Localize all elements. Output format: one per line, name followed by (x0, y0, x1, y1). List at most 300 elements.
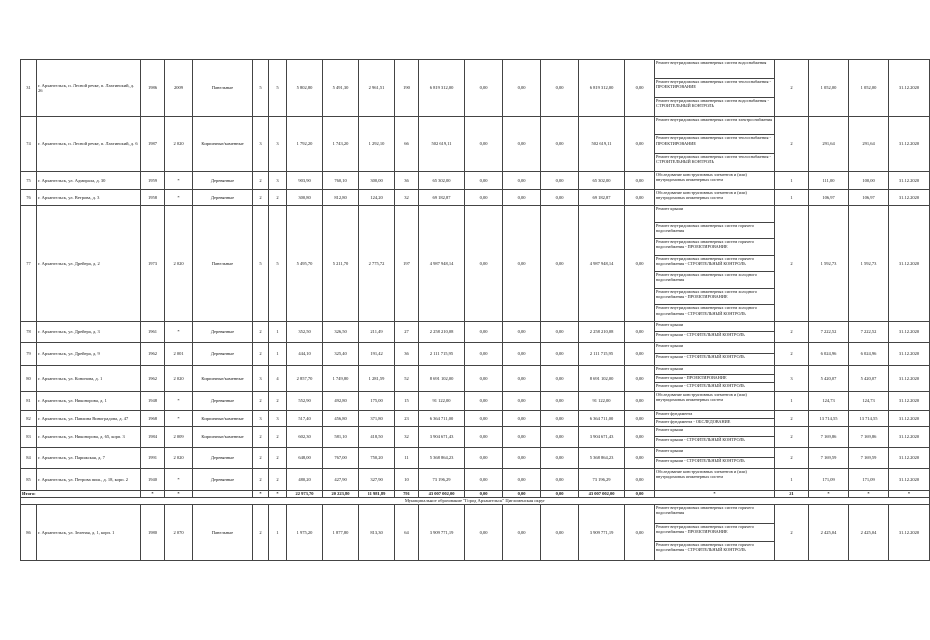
cell-cost: 8 691 102,00 (419, 365, 465, 391)
cell-res: 11 (395, 447, 419, 468)
cell-no: 77 (21, 205, 37, 321)
cell-a2: 1 743,20 (323, 117, 359, 172)
total-fl: * (253, 490, 269, 497)
work-types-cell (655, 468, 775, 490)
cell-p1: 106,97 (809, 189, 849, 205)
table-row (21, 205, 930, 321)
table-row (21, 189, 930, 205)
cell-fl: 2 (253, 447, 269, 468)
cell-res: 15 (395, 391, 419, 410)
cell-a2: 325,40 (323, 342, 359, 365)
cell-a1: 300,80 (287, 189, 323, 205)
work-types-cell (655, 342, 775, 365)
cell-p2: 7 222,52 (849, 321, 889, 342)
cell-f2: 0,00 (503, 504, 541, 560)
cell-year: 1980 (141, 504, 165, 560)
cell-p1: 2 425,04 (809, 504, 849, 560)
cell-f5: 0,00 (625, 189, 655, 205)
cell-a1: 1 975,20 (287, 504, 323, 560)
work-type-item: Ремонт внутридомовых инженерных систем электроснабжения (655, 117, 774, 135)
cell-addr: г. Архангельск, ул. Зеленая, д. 1, корп. 1 (37, 504, 141, 560)
total-res: 791 (395, 490, 419, 497)
cell-f3: 0,00 (541, 391, 579, 410)
cell-p2: 7 169,59 (849, 447, 889, 468)
work-type-item: Ремонт фундамента (655, 411, 774, 419)
municipality-section-row (21, 497, 930, 504)
cell-date: 31.12.2020 (889, 342, 930, 365)
cell-fl: 5 (253, 205, 269, 321)
cell-a3: 191,42 (359, 342, 395, 365)
cell-a2: 492,80 (323, 391, 359, 410)
cell-p2: 100,00 (849, 171, 889, 189)
cell-cost: 69 182,87 (419, 189, 465, 205)
total-f1: 0,00 (465, 490, 503, 497)
cell-f3: 0,00 (541, 117, 579, 172)
work-types-cell (655, 365, 775, 391)
cell-fl: 2 (253, 342, 269, 365)
cell-p1: 124,73 (809, 391, 849, 410)
cell-no: 83 (21, 426, 37, 447)
cell-a2: 1 877,80 (323, 504, 359, 560)
cell-f4: 2 111 715,95 (579, 342, 625, 365)
cell-fl: 2 (253, 426, 269, 447)
cell-u: 1 (775, 189, 809, 205)
cell-f4: 69 182,87 (579, 189, 625, 205)
cell-ent: 2 (269, 391, 287, 410)
cell-cost: 91 122,00 (419, 391, 465, 410)
cell-f2: 0,00 (503, 321, 541, 342)
work-types-cell (655, 391, 775, 410)
cell-f3: 0,00 (541, 342, 579, 365)
municipality-title: Муниципальное образование "Город Архангельск" Цигломенская округ (21, 497, 930, 504)
cell-addr: г. Архангельск, ул. Дрейера, д. 9 (37, 342, 141, 365)
cell-date: 31.12.2020 (889, 321, 930, 342)
table-row (21, 60, 930, 117)
cell-no: 82 (21, 410, 37, 426)
cell-date: 31.12.2020 (889, 171, 930, 189)
cell-p1: 13 714,55 (809, 410, 849, 426)
work-type-item: Ремонт внутридомовых инженерных систем горячего водоснабжения - СТРОИТЕЛЬНЫЙ КОНТРОЛЬ (655, 256, 774, 273)
cell-f1: 0,00 (465, 189, 503, 205)
work-type-item: Ремонт внутридомовых инженерных систем холодного водоснабжения (655, 272, 774, 289)
cell-p2: 13 714,55 (849, 410, 889, 426)
cell-u: 2 (775, 410, 809, 426)
cell-f4: 3 909 771,19 (579, 504, 625, 560)
cell-f2: 0,00 (503, 410, 541, 426)
cell-date: 31.12.2020 (889, 205, 930, 321)
cell-ent: 1 (269, 504, 287, 560)
cell-f3: 0,00 (541, 504, 579, 560)
work-type-item: Ремонт крыши - СТРОИТЕЛЬНЫЙ КОНТРОЛЬ (656, 458, 745, 464)
cell-p1: 7 222,52 (809, 321, 849, 342)
cell-date: 31.12.2020 (889, 117, 930, 172)
work-types-cell (655, 189, 775, 205)
cell-ent: 3 (269, 171, 287, 189)
work-type-item: Ремонт крыши (655, 343, 774, 355)
cell-a1: 444,10 (287, 342, 323, 365)
cell-f4: 6 364 711,00 (579, 410, 625, 426)
cell-addr: г. Архангельск, ул. Кононова, д. 1 (37, 365, 141, 391)
cell-a1: 480,20 (287, 468, 323, 490)
cell-a1: 648,00 (287, 447, 323, 468)
total-f3: 0,00 (541, 490, 579, 497)
cell-year: 1984 (141, 426, 165, 447)
table-row (21, 426, 930, 447)
total-a3: 11 981,89 (359, 490, 395, 497)
cell-a2: 326,50 (323, 321, 359, 342)
cell-no: 84 (21, 447, 37, 468)
cell-ent: 4 (269, 365, 287, 391)
cell-res: 36 (395, 171, 419, 189)
cell-f1: 0,00 (465, 504, 503, 560)
cell-cost: 502 619,11 (419, 117, 465, 172)
work-type-item: Ремонт крыши - СТРОИТЕЛЬНЫЙ КОНТРОЛЬ (656, 383, 745, 389)
work-type-item: Ремонт внутридомовых инженерных систем горячего водоснабжения (655, 505, 774, 524)
cell-f3: 0,00 (541, 410, 579, 426)
cell-a3: 327,90 (359, 468, 395, 490)
cell-mat: Кирпичные/каменные (193, 117, 253, 172)
work-types-cell (655, 447, 775, 468)
cell-year2: 2 009 (165, 426, 193, 447)
cell-a1: 352,50 (287, 321, 323, 342)
work-type-item: Обследование конструктивных элементов и (или) внутридомовых инженерных систем (656, 468, 747, 480)
work-types-cell (655, 171, 775, 189)
cell-year: 1958 (141, 189, 165, 205)
cell-f2: 0,00 (503, 426, 541, 447)
cell-no: 76 (21, 189, 37, 205)
cell-res: 64 (395, 504, 419, 560)
cell-year2: * (165, 468, 193, 490)
cell-ent: 2 (269, 468, 287, 490)
cell-u: 2 (775, 117, 809, 172)
cell-addr: г. Архангельск, ул. Адмирала, д. 30 (37, 171, 141, 189)
cell-f1: 0,00 (465, 391, 503, 410)
cell-f1: 0,00 (465, 60, 503, 117)
cell-a3: 371,80 (359, 410, 395, 426)
cell-p2: 106,97 (849, 189, 889, 205)
cell-u: 1 (775, 391, 809, 410)
cell-res: 10 (395, 468, 419, 490)
work-types-cell (655, 504, 775, 560)
cell-no: 74 (21, 117, 37, 172)
cell-fl: 2 (253, 171, 269, 189)
cell-ent: 1 (269, 342, 287, 365)
cell-a3: 2 775,72 (359, 205, 395, 321)
work-types-cell (655, 410, 775, 426)
work-type-item: Ремонт внутридомовых инженерных систем горячего водоснабжения (655, 223, 774, 240)
work-type-item: Обследование конструктивных элементов и (или) внутридомовых инженерных систем (656, 189, 747, 201)
cell-mat: Деревянные (193, 391, 253, 410)
work-types-cell (655, 426, 775, 447)
cell-date: 31.12.2020 (889, 60, 930, 117)
total-date: * (889, 490, 930, 497)
work-type-item: Ремонт внутридомовых инженерных систем теплоснабжения - ПРОЕКТИРОВАНИЕ (655, 135, 774, 153)
cell-mat: Панельные (193, 205, 253, 321)
cell-year: 1961 (141, 321, 165, 342)
cell-u: 2 (775, 426, 809, 447)
cell-f2: 0,00 (503, 189, 541, 205)
cell-f3: 0,00 (541, 189, 579, 205)
cell-fl: 3 (253, 117, 269, 172)
cell-res: 32 (395, 189, 419, 205)
cell-f5: 0,00 (625, 447, 655, 468)
cell-p2: 171,09 (849, 468, 889, 490)
cell-f5: 0,00 (625, 117, 655, 172)
cell-f5: 0,00 (625, 504, 655, 560)
cell-cost: 2 111 715,95 (419, 342, 465, 365)
cell-mat: Деревянные (193, 468, 253, 490)
cell-u: 2 (775, 60, 809, 117)
cell-a2: 5 211,70 (323, 205, 359, 321)
cell-fl: 2 (253, 189, 269, 205)
cell-f1: 0,00 (465, 410, 503, 426)
cell-mat: Деревянные (193, 342, 253, 365)
cell-cost: 3 909 771,19 (419, 504, 465, 560)
cell-mat: Кирпичные/каменные (193, 365, 253, 391)
cell-ent: 3 (269, 410, 287, 426)
cell-f1: 0,00 (465, 171, 503, 189)
cell-addr: г. Архангельск, п. Лесной речке, п. Лахтинский, д. 6 (37, 117, 141, 172)
cell-a2: 427,90 (323, 468, 359, 490)
total-u: 21 (775, 490, 809, 497)
cell-f2: 0,00 (503, 365, 541, 391)
cell-f1: 0,00 (465, 447, 503, 468)
cell-year2: 2 001 (165, 342, 193, 365)
total-p2: * (849, 490, 889, 497)
work-type-item: Ремонт внутридомовых инженерных систем горячего водоснабжения - СТРОИТЕЛЬНЫЙ КОНТРОЛЬ (656, 542, 755, 553)
table-row (21, 117, 930, 172)
work-type-item: Ремонт внутридомовых инженерных систем теплоснабжения - СТРОИТЕЛЬНЫЙ КОНТРОЛЬ (656, 153, 771, 164)
total-label: Итого: (21, 490, 141, 497)
cell-date: 31.12.2020 (889, 391, 930, 410)
cell-f4: 502 619,11 (579, 117, 625, 172)
cell-no: 79 (21, 342, 37, 365)
cell-f1: 0,00 (465, 468, 503, 490)
cell-ent: 2 (269, 447, 287, 468)
cell-fl: 5 (253, 60, 269, 117)
cell-p2: 5 420,07 (849, 365, 889, 391)
cell-res: 190 (395, 60, 419, 117)
total-mat (193, 490, 253, 497)
cell-u: 2 (775, 205, 809, 321)
cell-addr: г. Архангельск, ул. Павлина Виноградова, д. 47 (37, 410, 141, 426)
cell-no: 31 (21, 60, 37, 117)
cell-f4: 65 302,00 (579, 171, 625, 189)
cell-mat: Панельные (193, 60, 253, 117)
cell-p2: 1 052,00 (849, 60, 889, 117)
cell-cost: 6 819 312,00 (419, 60, 465, 117)
total-a2: 20 223,80 (323, 490, 359, 497)
work-type-item: Ремонт внутридомовых инженерных систем холодного водоснабжения - СТРОИТЕЛЬНЫЙ КОНТРОЛЬ (656, 305, 758, 316)
cell-a2: 812,80 (323, 189, 359, 205)
table-row (21, 321, 930, 342)
cell-a2: 456,80 (323, 410, 359, 426)
work-types-cell (655, 321, 775, 342)
cell-f5: 0,00 (625, 342, 655, 365)
cell-p1: 1 592,73 (809, 205, 849, 321)
cell-addr: г. Архангельск, ул. Ветрова, д. 3 (37, 189, 141, 205)
cell-f3: 0,00 (541, 468, 579, 490)
cell-f1: 0,00 (465, 365, 503, 391)
cell-year2: * (165, 189, 193, 205)
cell-f1: 0,00 (465, 117, 503, 172)
cell-year2: 2 020 (165, 447, 193, 468)
cell-fl: 2 (253, 391, 269, 410)
cell-f4: 3 904 671,43 (579, 426, 625, 447)
cell-a3: 750,20 (359, 447, 395, 468)
cell-f3: 0,00 (541, 60, 579, 117)
cell-date: 31.12.2020 (889, 447, 930, 468)
cell-f3: 0,00 (541, 365, 579, 391)
capital-repair-table (20, 59, 930, 561)
cell-a1: 5 802,80 (287, 60, 323, 117)
cell-cost: 3 904 671,43 (419, 426, 465, 447)
cell-p2: 6 024,96 (849, 342, 889, 365)
cell-a2: 767,00 (323, 447, 359, 468)
total-year: * (141, 490, 165, 497)
total-f4: 43 007 002,00 (579, 490, 625, 497)
cell-cost: 73 196,29 (419, 468, 465, 490)
cell-f3: 0,00 (541, 321, 579, 342)
cell-ent: 2 (269, 189, 287, 205)
work-type-item: Ремонт внутридомовых инженерных систем горячего водоснабжения - ПРОЕКТИРОВАНИЕ (655, 239, 774, 256)
cell-a2: 760,10 (323, 171, 359, 189)
cell-a3: 211,49 (359, 321, 395, 342)
cell-u: 3 (775, 365, 809, 391)
work-type-item: Ремонт внутридомовых инженерных систем горячего водоснабжения - ПРОЕКТИРОВАНИЕ (655, 524, 774, 543)
cell-cost: 2 258 210,08 (419, 321, 465, 342)
cell-addr: г. Архангельск, ул. Дрейера, д. 3 (37, 321, 141, 342)
cell-a1: 602,30 (287, 426, 323, 447)
cell-a3: 418,50 (359, 426, 395, 447)
cell-mat: Панельные (193, 504, 253, 560)
cell-f3: 0,00 (541, 426, 579, 447)
cell-cost: 65 302,00 (419, 171, 465, 189)
cell-p2: 7 169,86 (849, 426, 889, 447)
cell-no: 80 (21, 365, 37, 391)
work-type-item: Ремонт крыши (655, 448, 774, 459)
work-types-cell (655, 117, 775, 172)
cell-f1: 0,00 (465, 205, 503, 321)
table-row (21, 410, 930, 426)
total-year2: * (165, 490, 193, 497)
cell-ent: 2 (269, 426, 287, 447)
cell-f1: 0,00 (465, 426, 503, 447)
work-type-item: Ремонт крыши (655, 206, 774, 223)
total-f5: 0,00 (625, 490, 655, 497)
cell-p2: 124,73 (849, 391, 889, 410)
cell-p2: 291,64 (849, 117, 889, 172)
cell-f2: 0,00 (503, 468, 541, 490)
work-type-item: Ремонт крыши (655, 322, 774, 333)
cell-no: 85 (21, 468, 37, 490)
cell-f5: 0,00 (625, 171, 655, 189)
work-type-item: Ремонт фундамента - ОБСЛЕДОВАНИЕ (656, 418, 731, 424)
cell-a1: 1 792,20 (287, 117, 323, 172)
cell-a1: 2 857,70 (287, 365, 323, 391)
cell-a2: 5 491,30 (323, 60, 359, 117)
cell-u: 2 (775, 504, 809, 560)
cell-fl: 2 (253, 504, 269, 560)
cell-addr: г. Архангельск, ул. Дрейера, д. 2 (37, 205, 141, 321)
table-row (21, 171, 930, 189)
cell-addr: г. Архангельск, ул. Парижская, д. 7 (37, 447, 141, 468)
cell-year2: * (165, 321, 193, 342)
cell-a3: 2 961,51 (359, 60, 395, 117)
table-row (21, 504, 930, 560)
cell-a3: 1 292,10 (359, 117, 395, 172)
cell-year: 1987 (141, 117, 165, 172)
work-type-item: Ремонт крыши - СТРОИТЕЛЬНЫЙ КОНТРОЛЬ (656, 437, 745, 443)
cell-fl: 2 (253, 468, 269, 490)
cell-addr: г. Архангельск, ул. Никонорова, д. 1 (37, 391, 141, 410)
cell-a2: 1 749,80 (323, 365, 359, 391)
cell-mat: Деревянные (193, 171, 253, 189)
cell-f5: 0,00 (625, 410, 655, 426)
cell-addr: г. Архангельск, п. Лесной речке, п. Лахтинский, д. 26 (37, 60, 141, 117)
cell-ent: 5 (269, 205, 287, 321)
work-type-item: Обследование конструктивных элементов и (или) внутридомовых инженерных систем (656, 171, 747, 183)
cell-res: 32 (395, 426, 419, 447)
cell-year2: 2 020 (165, 365, 193, 391)
cell-f4: 5 368 864,23 (579, 447, 625, 468)
cell-p1: 1 052,00 (809, 60, 849, 117)
cell-year: 1991 (141, 447, 165, 468)
cell-no: 75 (21, 171, 37, 189)
work-type-item: Ремонт внутридомовых инженерных систем холодного водоснабжения - ПРОЕКТИРОВАНИЕ (655, 289, 774, 306)
cell-year2: 2 020 (165, 117, 193, 172)
table-row (21, 447, 930, 468)
work-type-item: Обследование конструктивных элементов и (или) внутридомовых инженерных систем (656, 391, 747, 403)
cell-no: 86 (21, 504, 37, 560)
cell-year: 1962 (141, 365, 165, 391)
work-type-item: Ремонт внутридомовых инженерных систем водоснабжения (655, 60, 774, 79)
cell-f2: 0,00 (503, 205, 541, 321)
total-p1: * (809, 490, 849, 497)
cell-no: 78 (21, 321, 37, 342)
cell-p1: 111,00 (809, 171, 849, 189)
cell-res: 23 (395, 410, 419, 426)
cell-res: 27 (395, 321, 419, 342)
cell-mat: Деревянные (193, 321, 253, 342)
total-row (21, 490, 930, 497)
cell-date: 31.12.2020 (889, 426, 930, 447)
cell-a3: 300,00 (359, 171, 395, 189)
total-f2: 0,00 (503, 490, 541, 497)
cell-a1: 903,90 (287, 171, 323, 189)
cell-addr: г. Архангельск, ул. Петрова пиш., д. 18, корп. 2 (37, 468, 141, 490)
work-type-item: Ремонт крыши - СТРОИТЕЛЬНЫЙ КОНТРОЛЬ (656, 332, 745, 338)
work-type-item: Ремонт крыши - СТРОИТЕЛЬНЫЙ КОНТРОЛЬ (656, 354, 745, 360)
cell-a1: 552,90 (287, 391, 323, 410)
cell-cost: 5 368 864,23 (419, 447, 465, 468)
cell-year2: * (165, 171, 193, 189)
cell-date: 31.12.2020 (889, 189, 930, 205)
cell-f5: 0,00 (625, 468, 655, 490)
cell-a1: 517,40 (287, 410, 323, 426)
cell-a1: 5 495,70 (287, 205, 323, 321)
cell-a3: 175,00 (359, 391, 395, 410)
cell-p1: 171,09 (809, 468, 849, 490)
cell-a2: 581,10 (323, 426, 359, 447)
cell-f4: 6 819 312,00 (579, 60, 625, 117)
cell-f2: 0,00 (503, 391, 541, 410)
cell-f5: 0,00 (625, 426, 655, 447)
cell-fl: 3 (253, 410, 269, 426)
cell-year: 1940 (141, 468, 165, 490)
cell-cost: 6 364 711,00 (419, 410, 465, 426)
cell-year: 1968 (141, 410, 165, 426)
